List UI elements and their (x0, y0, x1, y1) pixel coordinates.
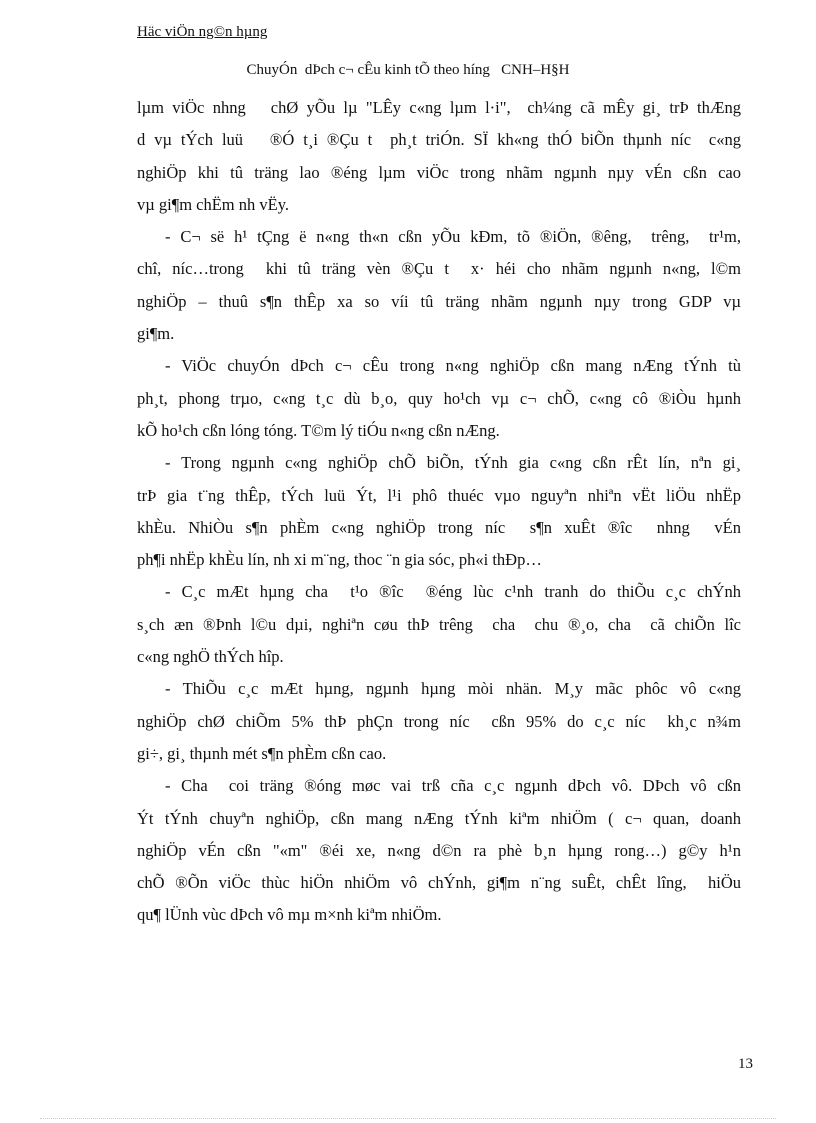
page-bottom-rule (40, 1118, 776, 1119)
text-line: ph¸t, phong trµo, c«ng t¸c dù b¸o, quy ho¹ch vµ c¬ chÕ, c«ng cô ®iÒu hµnh (137, 388, 741, 408)
text-line: Ýt tÝnh chuyªn nghiÖp, cßn mang nÆng tÝnh kiªm nhiÖm ( c¬ quan, doanh (137, 808, 741, 828)
text-line: - C¸c mÆt hµng cha t¹o ®îc ®éng lùc c¹nh tranh do thiÕu c¸c chÝnh (165, 582, 741, 602)
text-line: nghiÖp vÉn cßn "«m" ®éi xe, n«ng d©n ra phè b¸n hµng rong…) g©y h¹n (137, 840, 741, 860)
text-line: lµm viÖc nhng chØ yÕu lµ "LÊy c«ng lµm l·i", ch¼ng cã mÊy gi¸ trÞ thÆng (137, 98, 741, 117)
body-text (137, 92, 741, 932)
text-line: d vµ tÝch luü ®Ó t¸i ®Çu t ph¸t triÓn. SÏ kh«ng thÓ biÕn thµnh níc c«ng (137, 130, 741, 150)
text-line: qu¶ lÜnh vùc dÞch vô mµ m×nh kiªm nhiÖm. (137, 905, 442, 925)
text-line: - C¬ së h¹ tÇng ë n«ng th«n cßn yÕu kÐm, tõ ®iÖn, ®êng, trêng, tr¹m, (165, 227, 741, 247)
text-line: nghiÖp – thuû s¶n thÊp xa so víi tû träng nhãm ngµnh nµy trong GDP vµ (137, 291, 741, 311)
text-line: gi÷, gi¸ thµnh mét s¶n phÈm cßn cao. (137, 743, 387, 763)
text-line: ph¶i nhËp khÈu lín, nh xi m¨ng, thoc ¨n gia sóc, ph«i thÐp… (137, 550, 542, 570)
text-line: gi¶m. (137, 324, 175, 344)
text-line: - Trong ngµnh c«ng nghiÖp chÕ biÕn, tÝnh gia c«ng cßn rÊt lín, nªn gi¸ (165, 453, 741, 473)
text-line: - ThiÕu c¸c mÆt hµng, ngµnh hµng mòi nhän. M¸y mãc phôc vô c«ng (165, 679, 741, 699)
text-line: trÞ gia t¨ng thÊp, tÝch luü Ýt, l¹i phô thuéc vµo nguyªn nhiªn vËt liÖu nhËp (137, 485, 741, 505)
text-line: nghiÖp chØ chiÕm 5% thÞ phÇn trong níc cßn 95% do c¸c níc kh¸c n¾m (137, 711, 741, 731)
text-line: chÕ ®Õn viÖc thùc hiÖn nhiÖm vô chÝnh, gi¶m n¨ng suÊt, chÊt lîng, hiÖu (137, 873, 741, 893)
header-institution: Häc viÖn ng©n hµng (137, 24, 268, 40)
text-line: - Cha coi träng ®óng møc vai trß cña c¸c ngµnh dÞch vô. DÞch vô cßn (165, 776, 741, 796)
text-line: nghiÖp khi tû träng lao ®éng lµm viÖc trong nhãm ngµnh nµy vÉn cßn cao (137, 162, 741, 182)
text-line: chî, níc…trong khi tû träng vèn ®Çu t x· héi cho nhãm ngµnh n«ng, l©m (137, 259, 741, 279)
text-line: khÈu. NhiÒu s¶n phÈm c«ng nghiÖp trong níc s¶n xuÊt ®îc nhng vÉn (137, 517, 741, 537)
text-line: kÕ ho¹ch cßn lóng tóng. T©m lý tiÓu n«ng cßn nÆng. (137, 420, 500, 440)
text-line: - ViÖc chuyÓn dÞch c¬ cÊu trong n«ng nghiÖp cßn mang nÆng tÝnh tù (165, 356, 741, 376)
header-title: ChuyÓn dÞch c¬ cÊu kinh tÕ theo híng CNH–H§H (246, 62, 570, 78)
text-line: c«ng nghÖ thÝch hîp. (137, 647, 284, 667)
page-number: 13 (738, 1056, 753, 1072)
text-line: s¸ch æn ®Þnh l©u dµi, nghiªn cøu thÞ trêng cha chu ®¸o, cha cã chiÕn lîc (137, 614, 741, 634)
text-line: vµ gi¶m chËm nh vËy. (137, 194, 290, 214)
